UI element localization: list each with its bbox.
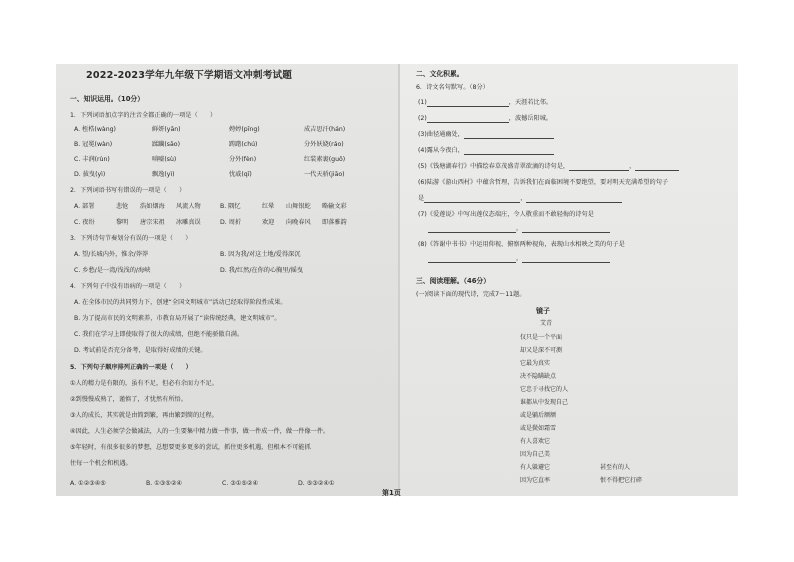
- q4-a: A. 在全体市民的共同努力下，创建“全国文明城市”活动已经取得阶段性成果。: [74, 299, 287, 306]
- q6-item-3: (3)曲径通幽处，: [418, 131, 554, 139]
- poem-line: 因为它直率: [520, 477, 551, 484]
- poem-line: 恨不得把它打碎: [600, 477, 643, 484]
- page-title: 2022-2023学年九年级下学期语文冲刺考试题: [86, 70, 293, 81]
- q1-row-a-c3: 娉婷(pīng): [229, 126, 260, 133]
- q6-item-7-blanks: ，: [428, 225, 610, 233]
- q6-item-1: (1) ，天涯若比邻。: [418, 99, 553, 106]
- q2-c-1: C. 夜纷: [74, 219, 95, 226]
- q2-a-2: 悲怆: [116, 203, 129, 210]
- poem-title: 镜子: [536, 306, 550, 315]
- q2-d-4: 即落雅韵: [322, 219, 347, 226]
- answer-blank[interactable]: [424, 196, 520, 203]
- q1-row-b-c1: B. 冠冕(wàn): [74, 141, 113, 148]
- poem-line: 谁都从中发现自己: [520, 399, 569, 406]
- q2-a-3: 浩如烟海: [140, 203, 165, 210]
- q5-s2: ②到慢慢成熟了，谨慎了，才忧然有所悟。: [70, 396, 187, 403]
- q3-b: B. 因为我/对这土地/爱得深沉: [220, 251, 301, 258]
- page-number: 第1页: [382, 489, 401, 497]
- q1-row-d-c1: D. 拔曳(yì): [74, 171, 106, 178]
- q1-row-a-c2: 鲜妍(yān): [152, 126, 181, 133]
- q1-row-d-c2: 飘逸(yì): [152, 171, 175, 178]
- q2-c-4: 冰雕真误: [176, 219, 201, 226]
- q1-stem: 1．下列词语加点字的注音全都正确的一项是（ ）: [70, 112, 217, 119]
- q6-item-6: (6)陆游《游山西村》中蕴含哲理，告诉我们在面临困境不要绝望，要对明天充满希望的句子: [418, 179, 669, 186]
- q5-s5: ⑤年轻时，有很多很多的梦想，总想要更多更多的尝试，抓住更多机遇，但根本不可能抓: [70, 444, 311, 451]
- q5-option-d: D. ⑤③②④①: [298, 480, 335, 487]
- q2-c-2: 黎明: [116, 219, 129, 226]
- q6-item-2: (2) ，波撼岳阳城。: [418, 115, 553, 122]
- poem-line: 它最为真实: [520, 360, 551, 367]
- q1-row-c-c4: 红装素裹(guǒ): [304, 156, 346, 163]
- q2-b-4: 略输文彩: [322, 203, 347, 210]
- q1-row-c-c3: 分外(fèn): [229, 156, 257, 163]
- q6-item-7: (7)《爱莲说》中写出莲仪态端庄，令人敬重而不敢轻侮的诗句是: [418, 211, 594, 218]
- poem-line: 或是躺后额额: [520, 412, 557, 419]
- q2-c-3: 唐宗宋祖: [140, 219, 165, 226]
- q1-row-b-c2: 蹂躏(sāo): [152, 141, 181, 148]
- poem-line: 却又是深不可测: [520, 347, 563, 354]
- q1-row-c-c1: C. 丰润(rùn): [74, 156, 110, 163]
- q3-d: D. 我/红然/在你的心胸里/摇曳: [220, 267, 304, 274]
- q5-s1: ①人的精力是有限的，虽有不足，但必有余而力不足。: [70, 380, 218, 387]
- q2-stem: 2．下列词语书写有错误的一项是（ ）: [70, 187, 186, 194]
- q6-item-6-cont: 是 ，: [418, 195, 622, 203]
- q5-s5-cont: 住每一个机会和机遇。: [70, 460, 132, 467]
- q1-row-a-c4: 成吉思汗(hán): [304, 126, 346, 133]
- answer-blank[interactable]: [427, 116, 509, 123]
- q6-stem: 6．诗文名句默写。（8分）: [416, 84, 489, 91]
- q2-a-4: 风流人物: [176, 203, 201, 210]
- answer-blank[interactable]: [428, 226, 516, 233]
- q5-stem: 5．下列句子顺序排列正确的一项是（ ）: [70, 364, 192, 371]
- poem-line: 它忠于寻找它的人: [520, 386, 569, 393]
- answer-blank[interactable]: [428, 256, 516, 263]
- section-3-heading: 三、阅读理解。（46分）: [416, 277, 491, 285]
- left-page: [56, 64, 400, 496]
- q6-item-8-blanks: ，: [428, 255, 610, 263]
- answer-blank[interactable]: [427, 100, 509, 107]
- answer-blank[interactable]: [464, 132, 554, 139]
- reading-intro: (一)阅读下面的现代诗，完成7～11题。: [416, 291, 526, 298]
- q5-s4: ④因此，人生必须学会做减法，人的一生要集中精力做一件事，做一件成一件，做一件像一件。: [70, 428, 330, 435]
- poem-line: 有人喜欢它: [520, 438, 551, 445]
- q3-a: A. 望/长城内外，惟余/莽莽: [74, 251, 149, 258]
- q5-option-c: C. ③①⑤②④: [222, 480, 258, 487]
- q5-option-b: B. ①③⑤②④: [146, 480, 182, 487]
- right-page: [400, 64, 738, 496]
- poem-line: 因为自己美: [520, 451, 551, 458]
- section-1-heading: 一、知识运用。（10分）: [70, 95, 145, 103]
- q1-row-a-c1: A. 桎梏(wàng): [74, 126, 116, 133]
- q1-row-d-c4: 一代天骄(jiāo): [304, 171, 345, 178]
- poem-line: 或是鬓如霜雪: [520, 425, 557, 432]
- poem-line: 有人躲避它: [520, 464, 551, 471]
- poem-line: 决不隐瞒缺点: [520, 373, 557, 380]
- answer-blank[interactable]: [464, 148, 554, 155]
- q2-d-1: D. 周折: [220, 219, 242, 226]
- q2-b-3: 山舞银蛇: [286, 203, 311, 210]
- poem-line: 仅只是一个平面: [520, 334, 563, 341]
- q1-row-b-c3: 踌躇(chú): [229, 141, 258, 148]
- q4-c: C. 我们在学习上即使取得了很大的成绩，但绝不能骄傲自满。: [74, 331, 244, 338]
- q1-row-b-c4: 分外妖娆(ráo): [304, 141, 344, 148]
- q4-stem: 4．下列句子中没有语病的一项是（ ）: [70, 283, 186, 290]
- answer-blank[interactable]: [522, 226, 610, 233]
- q6-item-5: (5)《钱塘湖春行》中描绘春草茂盛青翠欲滴的诗句是， ，: [418, 163, 679, 171]
- section-2-heading: 二、文化积累。: [416, 70, 464, 78]
- q4-b: B. 为了提高市民的文明素养，市教育局开展了“读传统经典，建文明城市”。: [74, 315, 281, 322]
- q6-item-4: (4)露从今夜白，: [418, 147, 554, 155]
- scanned-sheet: [56, 64, 738, 496]
- q1-row-c-c2: 嗔嘘(sù): [152, 156, 177, 163]
- q4-d: D. 考试前是否充分备考，是取得好成绩的关键。: [74, 347, 207, 354]
- poem-author: 艾青: [540, 320, 553, 327]
- answer-blank[interactable]: [526, 196, 622, 203]
- answer-blank[interactable]: [569, 164, 629, 171]
- q2-a-1: A. 部署: [74, 203, 95, 210]
- q3-stem: 3．下列诗句节奏划分有误的一项是（ ）: [70, 235, 192, 242]
- poem-line: 甚至有的人: [600, 464, 631, 471]
- q2-b-1: B. 隅忆: [220, 203, 241, 210]
- q1-row-d-c3: 忧戚(qī): [229, 171, 252, 178]
- q6-item-8: (8)《答谢中书书》中运用仰视、俯察两种视角，表现山水相映之美的句子是: [418, 241, 625, 248]
- q2-b-2: 红晕: [262, 203, 275, 210]
- q5-option-a: A. ①②③④⑤: [70, 480, 106, 487]
- q2-d-3: 向晚春风: [286, 219, 311, 226]
- q3-c: C. 乡愁/是一湾/浅浅的/海峡: [74, 267, 151, 274]
- answer-blank[interactable]: [522, 256, 610, 263]
- q2-d-2: 欢迎: [262, 219, 275, 226]
- q5-s3: ③人的成长，其实就是由简到繁，再由繁到简的过程。: [70, 412, 218, 419]
- answer-blank[interactable]: [635, 164, 679, 171]
